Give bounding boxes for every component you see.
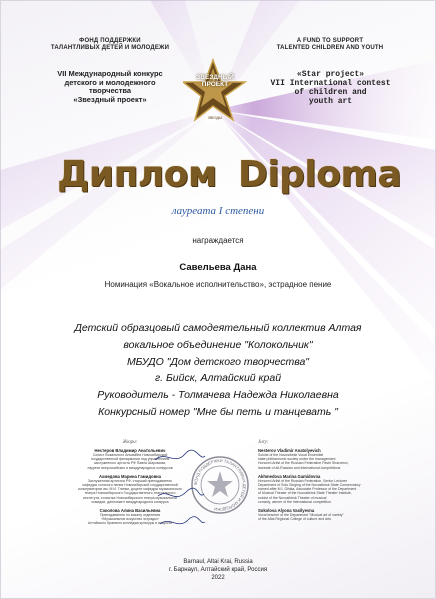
title-en: Diploma (237, 154, 402, 195)
nomination: Номинация «Вокальное исполнительство», эстрадное пение (104, 280, 332, 289)
signatures-left (150, 448, 210, 538)
seal-text: ФОНД ПОДДЕРЖКИ ТАЛАНТЛИВЫХ ДЕТЕЙ И МОЛОДЕЖИ (192, 457, 248, 513)
jury-member-name: Sokolova Alyona Vasilyevna (258, 508, 315, 514)
footer-city-ru: г. Барнаул, Алтайский край, Россия (168, 567, 268, 573)
jury-head-ru: Жюри: (122, 440, 138, 445)
title-ru: Диплом (57, 154, 217, 195)
logo-sub: ЗВЕЗДЫ (207, 116, 223, 120)
detail-line: г. Бийск, Алтайский край (154, 372, 282, 385)
detail-line: Конкурсный номер "Мне бы петь и танцевать " (98, 405, 338, 418)
contest-logo (183, 56, 249, 128)
jury-member-desc: Honored Artist of the Russian Federation, Senior Lecturer Department of Solo Singing of the Novosibirsk State Conservatory named after M.I. Glinka, Associate Professor of the Department of Musical Theater of the Novosibirsk State Theater Institute, soloist of the Novosibirsk Theater of musical comedy, winner of the international competition (258, 478, 361, 504)
contest-title-ru: VII Международный конкурс детского и молодежного творчества «Звездный проект» (57, 69, 163, 104)
jury-member-name: Нестеров Владимир Анатольевич (94, 448, 166, 453)
footer-year: 2022 (211, 575, 225, 581)
jury-member-desc: Преподаватель по вокалу отделения «Музыкальное искусство эстрады» Алтайского Краевого колледжа культуры и искусств (87, 513, 173, 526)
winner-name: Савельева Дана (179, 262, 257, 273)
jury-member-desc: Vocal teacher of the Department "Musical art of variety" of the Altai Regional College of culture and arts (258, 513, 344, 522)
jury-head-en: Jury: (258, 440, 269, 445)
jury-member-name: Соколова Алина Васильевна (99, 508, 161, 514)
detail-line: Детский образцовый самодеятельный коллектив Алтая (74, 322, 362, 334)
contest-title-en: «Star project» VII International contest of children and youth art (270, 70, 391, 106)
logo-text: ЗВЕЗДНЫЙ ПРОЕКТ (196, 74, 234, 88)
details-block (10, 320, 426, 421)
jury-member-name: Ахмедова Марина Гамидовна (99, 473, 161, 479)
jury-member-desc: Заслуженная артистка РФ, старший преподаватель кафедры сольного пения Новосибирской государственной консерватории им. М.И. Глинки, доцент кафедры музыкального театра Новосибирского Государственного театрального института, солистка Новосибирского театра музыкальной комедии, дипломант международного конкурса (78, 478, 182, 504)
jury-member-name: Nesterov Vladimir Anatolyevich (258, 448, 321, 453)
footer-city-en: Barnaul, Altai Krai, Russia (183, 559, 253, 565)
detail-line: Руководитель - Толмачева Надежда Николаевна (97, 389, 339, 402)
awarded-label: награждается (192, 236, 244, 245)
jury-member-desc: Солист Вокального Ансамбля Новосибирской государственной филармонии под управлением заслуженного артиста РФ Павла Шаромова, лауреат всероссийских и международных конкурсов (87, 453, 173, 470)
jury-member-name: Akhmedova Marina Gamidovna (258, 473, 321, 479)
fund-name-en: A FUND TO SUPPORT TALENTED CHILDREN AND YOUTH (276, 38, 384, 51)
jury-member-desc: Soloist of the Novosibirsk Vocal Ensemble state philharmonic society under the management Honored Artist of the Russian Federation Pavel Sharomov, laureate of all-Russian and international competitions (258, 453, 349, 470)
detail-line: вокальное объединение "Колокольчик" (123, 338, 313, 351)
detail-line: МБУДО "Дом детского творчества" (126, 355, 310, 368)
footer (0, 558, 436, 582)
laureate-degree: лауреата I степени (171, 205, 265, 217)
jury-en (258, 440, 408, 521)
fund-name-ru: ФОНД ПОДДЕРЖКИ ТАЛАНТЛИВЫХ ДЕТЕЙ И МОЛОДЕЖИ (50, 38, 170, 51)
